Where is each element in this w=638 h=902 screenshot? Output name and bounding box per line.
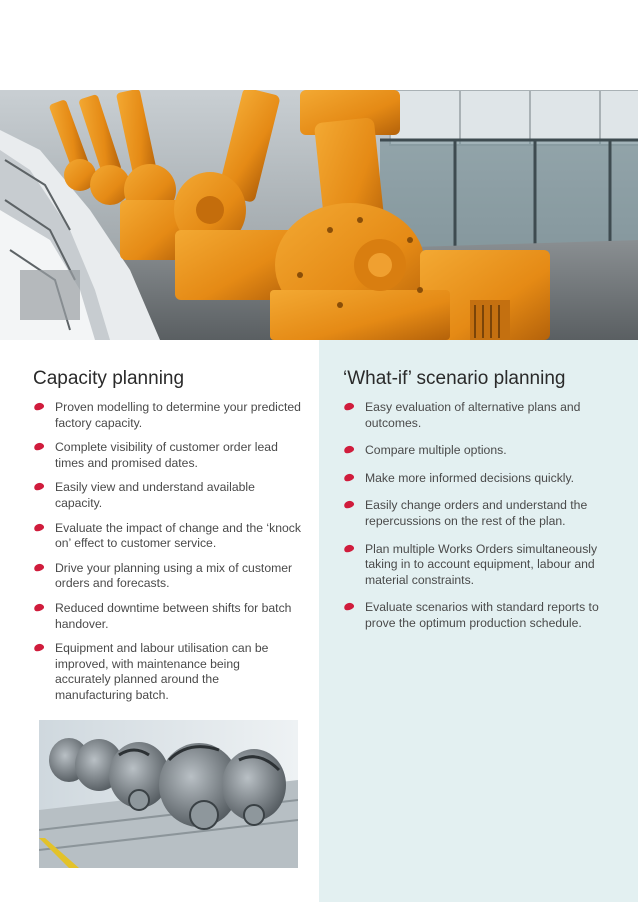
list-item: Easily view and understand available capacity. <box>33 480 303 511</box>
list-item: Drive your planning using a mix of customer orders and forecasts. <box>33 561 303 592</box>
list-item: Compare multiple options. <box>343 443 613 459</box>
list-item: Easily change orders and understand the repercussions on the rest of the plan. <box>343 498 613 529</box>
bullet-icon <box>33 482 45 492</box>
whatif-planning-list <box>343 400 613 632</box>
bullet-icon <box>33 603 45 613</box>
capacity-planning-title: Capacity planning <box>33 368 185 389</box>
bullet-icon <box>343 500 355 510</box>
list-item: Evaluate the impact of change and the ‘knock on’ effect to customer service. <box>33 521 303 552</box>
whatif-planning-title: ‘What-if’ scenario planning <box>343 368 566 389</box>
bullet-icon <box>33 562 45 572</box>
hero-factory-photo <box>0 90 638 340</box>
bullet-icon <box>33 522 45 532</box>
list-item: Make more informed decisions quickly. <box>343 471 613 487</box>
bullet-icon <box>343 543 355 553</box>
list-item: Complete visibility of customer order lead times and promised dates. <box>33 440 303 471</box>
list-item: Easy evaluation of alternative plans and outcomes. <box>343 400 613 431</box>
list-item: Plan multiple Works Orders simultaneously taking in to account equipment, labour and material constraints. <box>343 542 613 589</box>
engine-production-photo <box>39 720 298 868</box>
list-item: Evaluate scenarios with standard reports to prove the optimum production schedule. <box>343 600 613 631</box>
bullet-icon <box>343 602 355 612</box>
list-item: Proven modelling to determine your predicted factory capacity. <box>33 400 303 431</box>
bullet-icon <box>343 445 355 455</box>
bullet-icon <box>33 442 45 452</box>
bullet-icon <box>343 472 355 482</box>
bullet-icon <box>33 643 45 653</box>
bullet-icon <box>33 402 45 412</box>
list-item: Equipment and labour utilisation can be improved, with maintenance being accurately planned around the manufacturing batch. <box>33 641 270 703</box>
list-item: Reduced downtime between shifts for batch handover. <box>33 601 303 632</box>
capacity-planning-list <box>33 400 303 704</box>
bullet-icon <box>343 402 355 412</box>
